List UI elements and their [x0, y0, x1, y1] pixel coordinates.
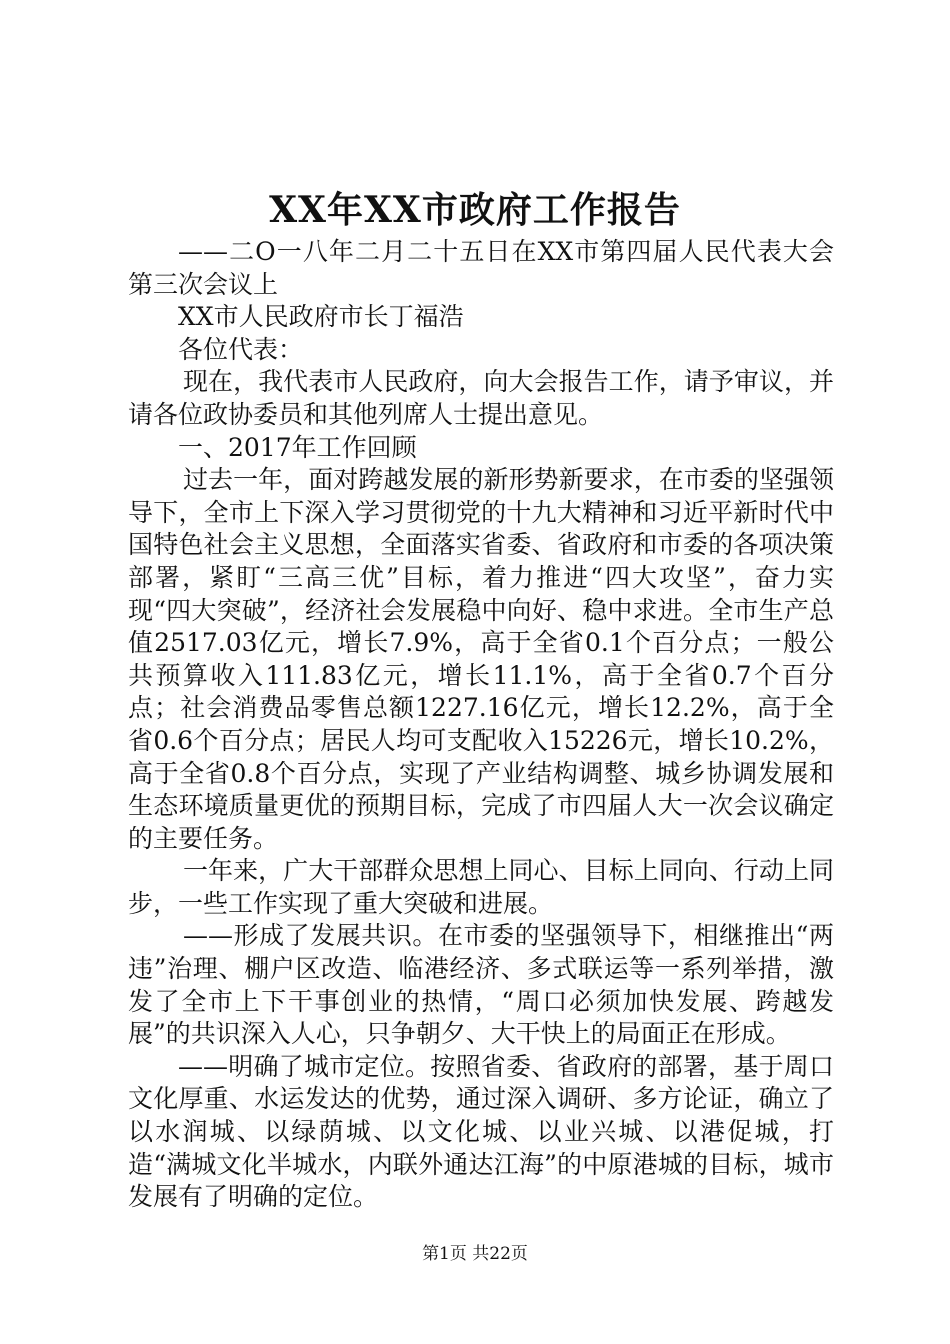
section-heading: 一、2017年工作回顾 [178, 432, 417, 462]
consensus-paragraph: ——形成了发展共识。在市委的坚强领导下，相继推出“两违”治理、棚户区改造、临港经济、多式联运等一系列举措，激发了全市上下干事创业的热情，“周口必须加快发展、跨越发展”的共识深入人心，只争朝夕、大干快上的局面正在形成。 [128, 921, 834, 1049]
salutation: 各位代表： [178, 334, 304, 364]
progress-paragraph: 一年来，广大干部群众思想上同心、目标上同向、行动上同步，一些工作实现了重大突破和进展。 [128, 856, 834, 918]
document-title: XX年XX市政府工作报告 [269, 189, 681, 231]
review-paragraph: 过去一年，面对跨越发展的新形势新要求，在市委的坚强领导下，全市上下深入学习贯彻党的十九大精神和习近平新时代中国特色社会主义思想，全面落实省委、省政府和市委的各项决策部署，紧盯“三高三优”目标，着力推进“四大攻坚”，奋力实现“四大突破”，经济社会发展稳中向好、稳中求进。全市生产总值2517.03亿元，增长7.9%，高于全省0.1个百分点；一般公共预算收入111.83亿元，增长11.1%，高于全省0.7个百分点；社会消费品零售总额1227.16亿元，增长12.2%，高于全省0.6个百分点；居民人均可支配收入15226元，增长10.2%，高于全省0.8个百分点，实现了产业结构调整、城乡协调发展和生态环境质量更优的预期目标，完成了市四届人大一次会议确定的主要任务。 [128, 465, 834, 853]
opening-paragraph: 现在，我代表市人民政府，向大会报告工作，请予审议，并请各位政协委员和其他列席人士提出意见。 [128, 367, 834, 429]
speaker-line: XX市人民政府市长丁福浩 [178, 302, 464, 332]
city-positioning-paragraph: ——明确了城市定位。按照省委、省政府的部署，基于周口文化厚重、水运发达的优势，通过深入调研、多方论证，确立了以水润城、以绿荫城、以文化城、以业兴城、以港促城，打造“满城文化半城水，内联外通达江海”的中原港城的目标，城市发展有了明确的定位。 [128, 1051, 834, 1212]
document-body [128, 236, 834, 1214]
speech-occasion: ——二O一八年二月二十五日在XX市第四届人民代表大会第三次会议上 [128, 237, 834, 299]
page-footer: 第1页 共22页 [422, 1244, 528, 1264]
